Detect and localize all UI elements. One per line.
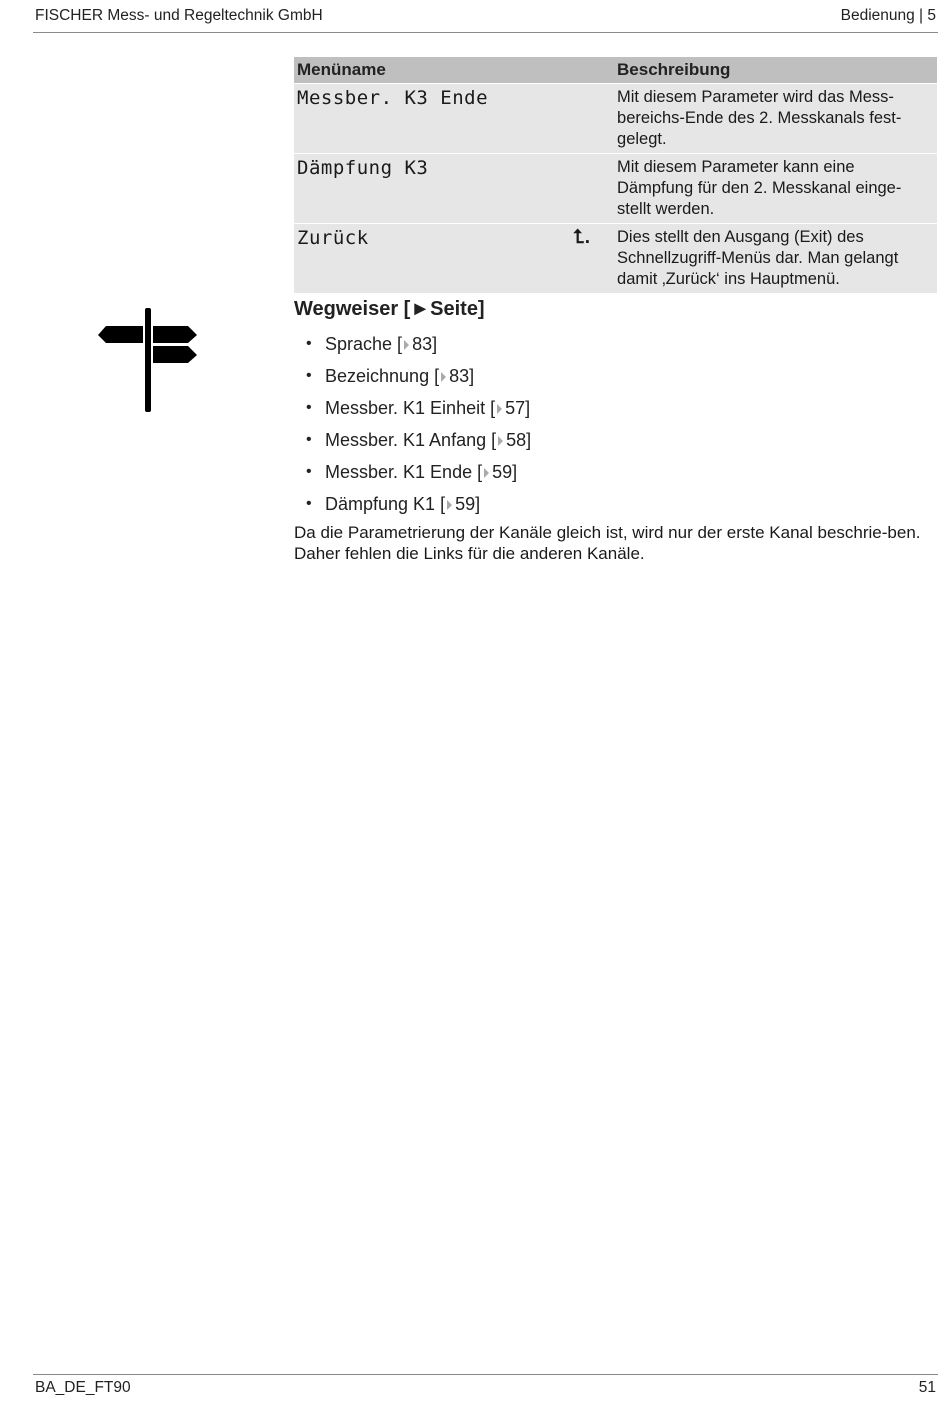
menu-name-cell: Zurück (294, 224, 564, 294)
link-page[interactable]: 59 (492, 462, 513, 482)
menu-symbol-cell (564, 84, 614, 154)
menu-table (294, 57, 937, 294)
page-arrow-icon (497, 404, 502, 414)
link-label[interactable]: Messber. K1 Ende (325, 462, 473, 482)
list-item[interactable]: • Sprache [ 83] (294, 330, 531, 362)
link-list (294, 330, 531, 522)
link-label[interactable]: Bezeichnung (325, 366, 430, 386)
menu-description-cell: Dies stellt den Ausgang (Exit) des Schnellzugriff-Menüs dar. Man gelangt damit ‚Zurück‘ ins Hauptmenü. (614, 224, 937, 294)
page-arrow-icon (447, 500, 452, 510)
list-item[interactable]: • Bezeichnung [ 83] (294, 362, 531, 394)
page-arrow-icon (404, 340, 409, 350)
link-label[interactable]: Dämpfung K1 (325, 494, 436, 514)
page-arrow-icon (498, 436, 503, 446)
section-title: Wegweiser [►Seite] (294, 298, 485, 320)
list-item[interactable]: • Messber. K1 Einheit [ 57] (294, 394, 531, 426)
document-id: BA_DE_FT90 (35, 1379, 131, 1396)
link-page[interactable]: 58 (506, 430, 527, 450)
column-header-beschreibung: Beschreibung (614, 57, 937, 84)
company-name: FISCHER Mess- und Regeltechnik GmbH (35, 7, 323, 24)
menu-name-cell: Messber. K3 Ende (294, 84, 564, 154)
list-item[interactable]: • Messber. K1 Ende [ 59] (294, 458, 531, 490)
chapter-label: Bedienung | 5 (840, 7, 936, 24)
table-header-row (294, 57, 937, 84)
page-header (33, 0, 938, 33)
link-label[interactable]: Messber. K1 Einheit (325, 398, 486, 418)
table-row (294, 224, 937, 294)
table-row (294, 84, 937, 154)
link-page[interactable]: 57 (505, 398, 526, 418)
page-number: 51 (918, 1379, 936, 1396)
link-page[interactable]: 59 (455, 494, 476, 514)
menu-description-cell: Mit diesem Parameter kann eine Dämpfung für den 2. Messkanal einge-stellt werden. (614, 154, 937, 224)
link-label[interactable]: Sprache (325, 334, 393, 354)
page-arrow-icon (441, 372, 446, 382)
return-arrow-icon: ⮤. (564, 224, 614, 294)
signpost-icon (98, 308, 198, 412)
menu-name-cell: Dämpfung K3 (294, 154, 564, 224)
link-page[interactable]: 83 (449, 366, 470, 386)
table-row (294, 154, 937, 224)
note-paragraph: Da die Parametrierung der Kanäle gleich ist, wird nur der erste Kanal beschrie-ben. Daher fehlen die Links für die anderen Kanäle. (294, 523, 921, 563)
menu-symbol-cell (564, 154, 614, 224)
column-header-menuname: Menüname (294, 57, 614, 84)
page-arrow-icon (484, 468, 489, 478)
list-item[interactable]: • Messber. K1 Anfang [ 58] (294, 426, 531, 458)
page-footer (33, 1374, 938, 1401)
link-label[interactable]: Messber. K1 Anfang (325, 430, 487, 450)
link-page[interactable]: 83 (412, 334, 433, 354)
menu-description-cell: Mit diesem Parameter wird das Mess-bereichs-Ende des 2. Messkanals fest-gelegt. (614, 84, 937, 154)
list-item[interactable]: • Dämpfung K1 [ 59] (294, 490, 531, 522)
